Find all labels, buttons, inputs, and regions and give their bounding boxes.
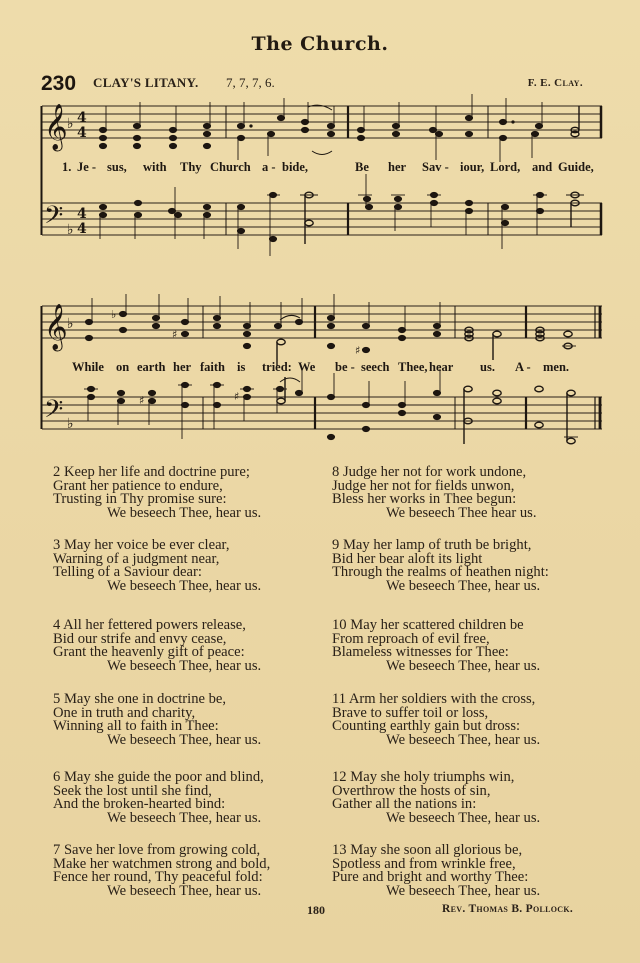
lyric-syllable: iour, (460, 160, 485, 174)
verse-line: Bless her works in Thee begun: (332, 491, 517, 508)
lyric-syllable: 1. (62, 160, 72, 174)
verse-line: Seek the lost until she find, (53, 782, 212, 799)
page-number: 180 (307, 903, 325, 917)
verse-line: 12 May she holy triumphs win, (332, 769, 515, 785)
stanza-8 (332, 466, 537, 520)
stanza-4 (53, 619, 261, 673)
verse-refrain: We beseech Thee, hear us. (107, 882, 262, 899)
verse-line: 8 Judge her not for work undone, (332, 464, 527, 480)
svg-text:4: 4 (77, 206, 87, 222)
verse-line: 9 May her lamp of truth be bright, (332, 537, 532, 553)
lyric-syllable: and (532, 160, 553, 174)
lyric-syllable: Church (210, 160, 251, 174)
verse-line: 3 May her voice be ever clear, (53, 537, 230, 553)
music-system-1 (0, 94, 640, 264)
verse-line: 5 May she one in doctrine be, (53, 691, 227, 707)
verse-line: Counting earthly gain but dross: (332, 718, 521, 735)
verse-refrain: We beseech Thee, hear us. (386, 882, 541, 899)
hymn-number: 230 (41, 72, 77, 95)
svg-text:♭: ♭ (67, 416, 74, 432)
verse-line: 11 Arm her soldiers with the cross, (332, 691, 536, 707)
verse-line: From reproach of evil free, (332, 630, 490, 647)
stanza-5 (53, 693, 261, 747)
svg-text:♭: ♭ (67, 222, 74, 238)
lyric-syllable: Thee, (398, 360, 428, 374)
verse-refrain: We beseech Thee, hear us. (107, 809, 262, 826)
tune-name: CLAY'S LITANY. (93, 75, 199, 90)
verse-refrain: We beseech Thee, hear us. (386, 809, 541, 826)
lyric-syllable: faith (200, 360, 225, 374)
svg-text:4: 4 (77, 125, 87, 141)
verse-line: Winning all to faith in Thee: (53, 718, 219, 735)
lyric-syllable: a - (262, 160, 276, 174)
svg-text:4: 4 (77, 110, 87, 126)
lyric-syllable: hear (429, 360, 454, 374)
page-title: The Church. (251, 33, 389, 55)
svg-text:𝄞: 𝄞 (44, 304, 68, 350)
svg-text:𝄢: 𝄢 (44, 201, 64, 236)
lyric-syllable: her (173, 360, 192, 374)
verse-line: Make her watchmen strong and bold, (53, 855, 271, 872)
music-notation-system-1 (0, 94, 640, 264)
lyric-syllable: bide, (282, 160, 309, 174)
stanza-11 (332, 693, 540, 747)
verse-line: Fence her round, Thy peaceful fold: (53, 869, 263, 886)
verse-line: Bid her bear aloft its light (332, 550, 483, 567)
stanza-9 (332, 539, 549, 593)
verse-line: 6 May she guide the poor and blind, (53, 769, 264, 785)
svg-text:𝄢: 𝄢 (44, 395, 64, 430)
stanza-6 (53, 771, 264, 825)
verse-line: Telling of a Saviour dear: (53, 564, 202, 581)
stanza-3 (53, 539, 261, 593)
meter: 7, 7, 7, 6. (226, 75, 275, 90)
lyric-syllable: her (388, 160, 407, 174)
verse-line: Brave to suffer toil or loss, (332, 704, 489, 721)
lyric-syllable: We (298, 360, 316, 374)
verse-line: 4 All her fettered powers release, (53, 617, 246, 633)
verse-line: Trusting in Thy promise sure: (53, 491, 227, 508)
lyric-syllable: Guide, (558, 160, 594, 174)
verse-refrain: We beseech Thee, hear us. (386, 577, 541, 594)
verse-refrain: We beseech Thee hear us. (386, 504, 537, 521)
stanza-7 (53, 844, 270, 898)
verse-line: Grant the heavenly gift of peace: (53, 644, 245, 661)
verse-line: Gather all the nations in: (332, 796, 477, 813)
verse-refrain: We beseech Thee, hear us. (386, 657, 541, 674)
lyric-syllable: sus, (107, 160, 127, 174)
verse-line: Grant her patience to endure, (53, 477, 223, 494)
svg-text:𝄞: 𝄞 (44, 104, 68, 150)
svg-text:♯: ♯ (172, 328, 178, 341)
verse-line: One in truth and charity, (53, 704, 196, 721)
verse-line: Spotless and from wrinkle free, (332, 855, 516, 872)
verse-line: Pure and bright and worthy Thee: (332, 869, 529, 886)
lyric-syllable: While (72, 360, 104, 374)
lyric-syllable: is (237, 360, 246, 374)
lyric-syllable: Be (355, 160, 369, 174)
lyric-syllable: A - (515, 360, 531, 374)
verse-refrain: We beseech Thee, hear us. (386, 731, 541, 748)
verse-line: Blameless witnesses for Thee: (332, 644, 509, 661)
verse-line: 7 Save her love from growing cold, (53, 842, 261, 858)
stanza-10 (332, 619, 540, 673)
lyric-syllable: Sav - (422, 160, 449, 174)
verse-line: Judge her not for fields unwon, (332, 477, 515, 494)
stanza-2 (53, 466, 261, 520)
lyric-syllable: be - (335, 360, 355, 374)
svg-text:♯: ♯ (234, 390, 240, 403)
verse-line: Through the realms of heathen night: (332, 564, 549, 581)
svg-text:♭: ♭ (111, 308, 117, 321)
composer: F. E. Clay. (527, 77, 583, 89)
svg-text:4: 4 (77, 221, 87, 237)
verse-line: 10 May her scattered children be (332, 617, 524, 633)
hymn-author: Rev. Thomas B. Pollock. (442, 903, 574, 915)
lyric-syllable: tried: (262, 360, 292, 374)
verse-refrain: We beseech Thee, hear us. (107, 657, 262, 674)
verse-line: Warning of a judgment near, (53, 550, 220, 567)
lyric-syllable: Lord, (490, 160, 521, 174)
lyric-syllable: earth (137, 360, 166, 374)
verse-line: Bid our strife and envy cease, (53, 630, 227, 647)
verse-refrain: We beseech Thee, hear us. (107, 504, 262, 521)
verse-refrain: We beseech Thee, hear us. (107, 731, 262, 748)
lyric-syllable: seech (361, 360, 390, 374)
hymn-header (0, 70, 640, 94)
lyric-syllable: men. (543, 360, 570, 374)
lyric-syllable: Je - (77, 160, 97, 174)
stanza-12 (332, 771, 540, 825)
svg-text:♭: ♭ (67, 316, 74, 332)
stanza-13 (332, 844, 540, 898)
svg-text:♯: ♯ (139, 394, 145, 407)
svg-text:♭: ♭ (67, 116, 74, 132)
verse-line: 2 Keep her life and doctrine pure; (53, 464, 250, 480)
lyric-syllable: on (116, 360, 130, 374)
verse-refrain: We beseech Thee, hear us. (107, 577, 262, 594)
svg-text:♯: ♯ (355, 344, 361, 357)
verse-line: Overthrow the hosts of sin, (332, 782, 491, 799)
lyric-syllable: Thy (180, 160, 202, 174)
lyric-syllable: with (143, 160, 167, 174)
verse-line: And the broken-hearted bind: (53, 796, 226, 813)
verse-line: 13 May she soon all glorious be, (332, 842, 523, 858)
lyric-syllable: us. (480, 360, 495, 374)
music-system-2 (0, 294, 640, 454)
